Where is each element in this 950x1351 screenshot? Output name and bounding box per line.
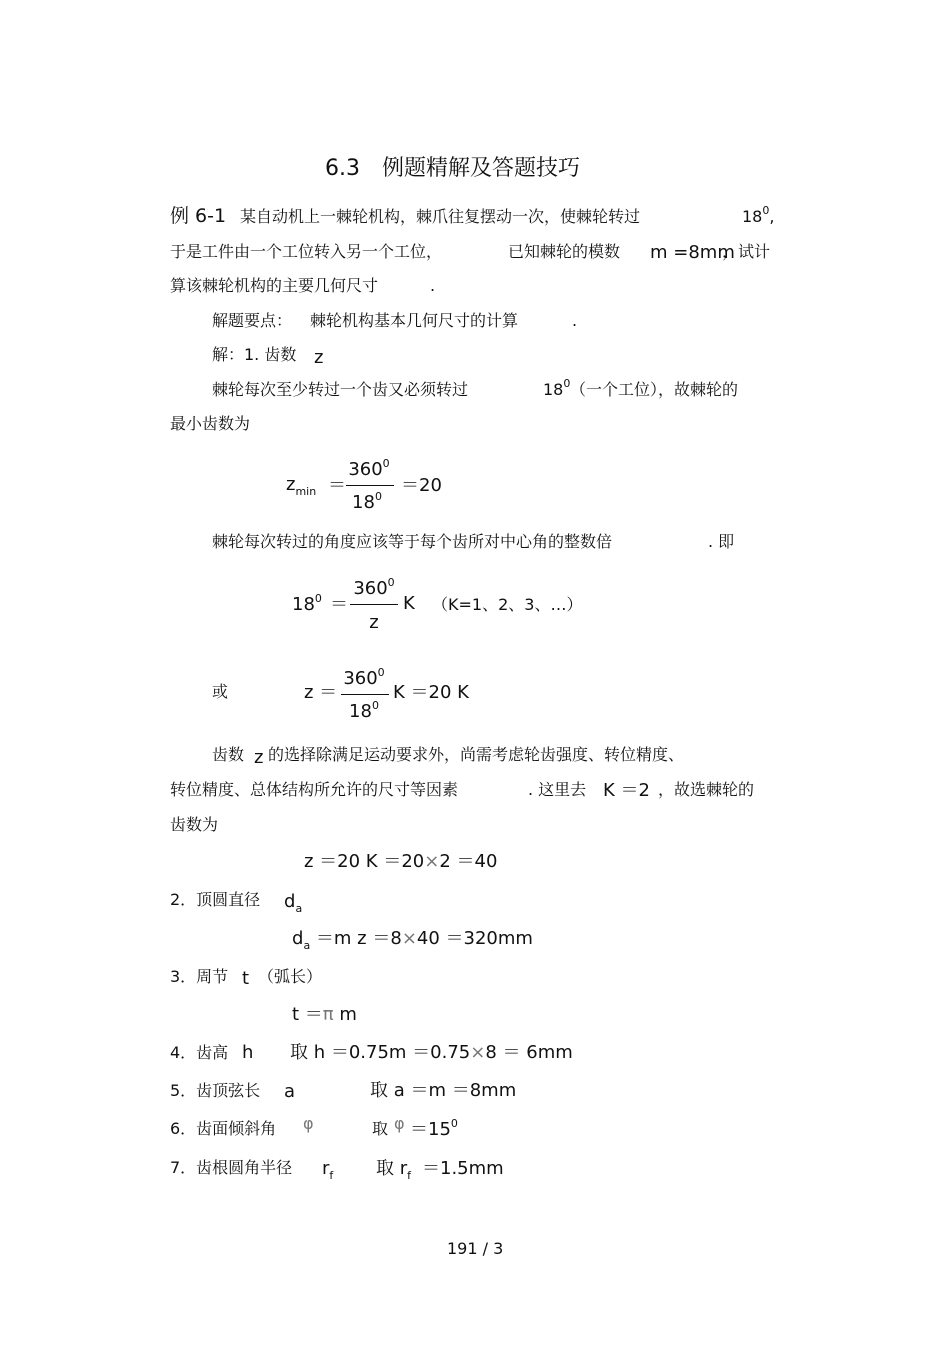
sol1-p1a: 棘轮每次至少转过一个齿又必须转过	[212, 380, 469, 399]
item7-var: $r_f$	[322, 1158, 334, 1182]
fraction-bar	[350, 604, 398, 605]
item7-label: 7．齿根圆角半径	[170, 1158, 293, 1177]
fraction-bar	[346, 485, 394, 486]
period: .	[572, 311, 578, 330]
eq3-lhs: z ＝	[304, 682, 338, 703]
item4-var: h	[242, 1042, 254, 1063]
equals-sign: ＝	[330, 594, 348, 615]
eq2-note: （K=1、2、3、…）	[432, 595, 583, 614]
eq6: t ＝π m	[292, 1004, 357, 1025]
section-title: 6.3 例题精解及答题技巧	[325, 156, 580, 181]
solution-head: 解：1. 齿数	[212, 345, 297, 364]
eq1-lhs: $z_{min}$	[286, 474, 317, 498]
sol1-p2: 最小齿数为	[170, 414, 251, 433]
var-z: z	[314, 347, 324, 368]
item6-take: 取	[372, 1119, 389, 1138]
period: .	[430, 276, 436, 295]
var-z: z	[254, 747, 264, 768]
item3-var: t	[242, 968, 250, 989]
item7-value: ＝1.5mm	[422, 1158, 504, 1179]
example-module: m =8mm	[650, 242, 735, 263]
pi-symbol: π	[322, 1004, 334, 1025]
key-points-text: 棘轮机构基本几何尺寸的计算	[310, 311, 519, 330]
eq4: z ＝20 K ＝20×2 ＝40	[304, 851, 498, 872]
fraction-bar	[341, 694, 389, 695]
item2-label: 2．顶圆直径	[170, 890, 261, 909]
item5-var: a	[284, 1081, 296, 1102]
times-sign: ×	[424, 851, 440, 872]
example-angle: $18^0$,	[742, 204, 775, 226]
page-number: 191 / 3	[447, 1239, 504, 1258]
eq2-denominator: z	[369, 612, 379, 633]
example-line2a: 于是工件由一个工位转入另一个工位，	[170, 242, 443, 261]
para2-tail: . 即	[708, 532, 735, 551]
eq2-k: K	[403, 593, 415, 614]
example-line2c: ，试计	[722, 242, 771, 261]
example-line1: 某自动机上一棘轮机构，棘爪往复摆动一次，使棘轮转过	[240, 207, 641, 226]
sol1-p1b: $18^0$	[543, 377, 571, 399]
para3-d: . 这里去	[528, 780, 587, 799]
key-points-label: 解题要点：	[212, 311, 293, 330]
item3-label: 3．周节	[170, 967, 229, 986]
item7-take: 取 $r_f$	[376, 1158, 411, 1182]
example-label: 例 6-1	[170, 205, 227, 227]
example-line2b: 已知棘轮的模数	[508, 242, 621, 261]
item5-take: 取 a ＝m ＝8mm	[370, 1080, 517, 1101]
item4-label: 4．齿高	[170, 1043, 229, 1062]
eq1-denominator: $18^0$	[352, 490, 382, 513]
para3-k: K ＝2	[603, 780, 650, 801]
para3-a: 齿数	[212, 745, 245, 764]
times-sign: ×	[470, 1042, 486, 1063]
item6-label: 6．齿面倾斜角	[170, 1119, 277, 1138]
sol1-p1c: （一个工位），故棘轮的	[570, 380, 739, 399]
eq1-result: ＝20	[401, 475, 442, 496]
eq2-lhs: $18^0$	[292, 592, 322, 615]
item4-take: 取 h ＝0.75m ＝0.75×8 ＝ 6mm	[290, 1042, 573, 1063]
para2-text: 棘轮每次转过的角度应该等于每个齿所对中心角的整数倍	[212, 532, 613, 551]
eq3-prefix: 或	[212, 682, 229, 701]
eq3-numerator: $360^0$	[343, 666, 385, 689]
item2-var: $d_a$	[284, 891, 303, 915]
eq1-numerator: $360^0$	[348, 457, 390, 480]
equals-sign: ＝	[328, 475, 346, 496]
eq2-numerator: $360^0$	[353, 576, 395, 599]
para3-e: ，故选棘轮的	[658, 780, 755, 799]
item6-value: $=15^0$	[410, 1117, 458, 1140]
para3-f: 齿数为	[170, 815, 219, 834]
para3-b: 的选择除满足运动要求外，尚需考虑轮齿强度、转位精度、	[268, 745, 685, 764]
eq5: $d_a =m$ z ＝8×40 ＝320mm	[292, 928, 533, 952]
phi-symbol: φ	[394, 1114, 405, 1133]
para3-c: 转位精度、总体结构所允许的尺寸等因素	[170, 780, 459, 799]
eq3-tail: K ＝20 K	[393, 682, 469, 703]
item5-label: 5．齿顶弦长	[170, 1081, 261, 1100]
item3-note: （弧长）	[258, 967, 323, 986]
phi-symbol: φ	[303, 1114, 314, 1133]
eq3-denominator: $18^0$	[349, 699, 379, 722]
times-sign: ×	[401, 928, 417, 949]
example-line3: 算该棘轮机构的主要几何尺寸	[170, 276, 379, 295]
